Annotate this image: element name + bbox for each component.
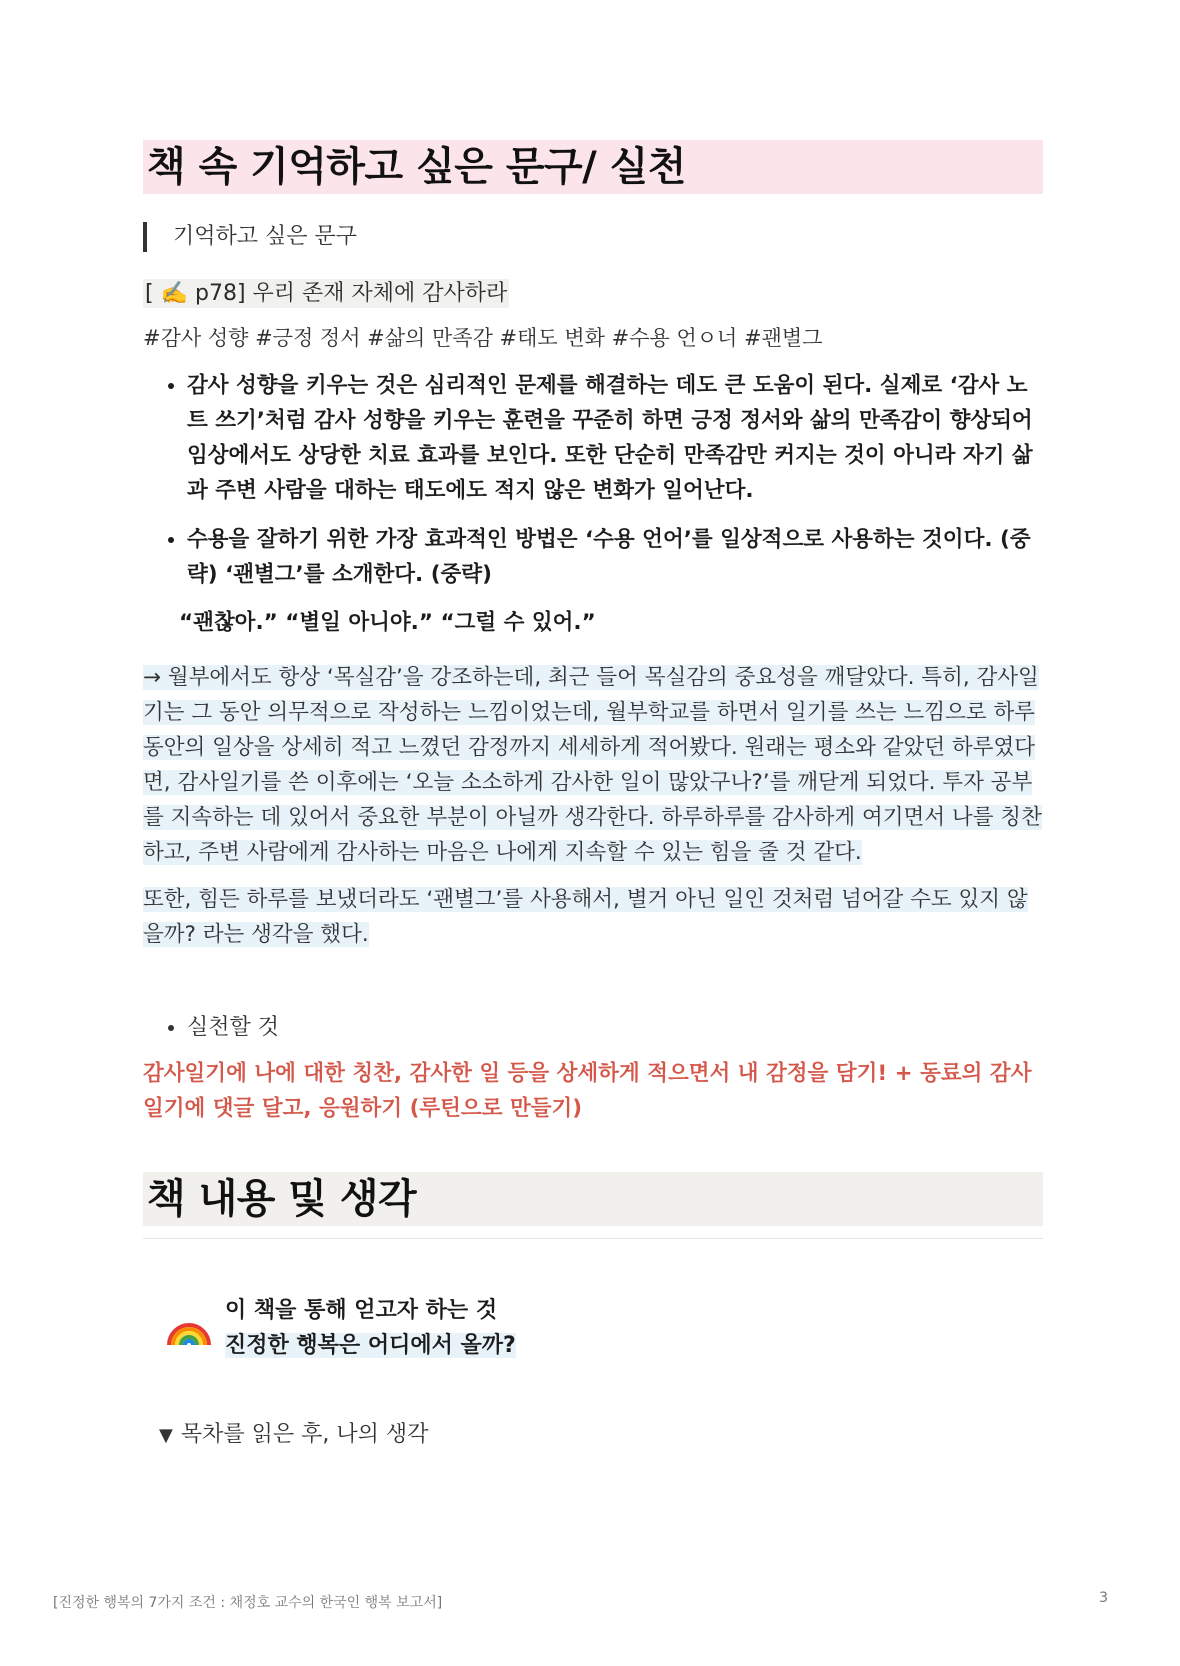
reflection-text-2: 또한, 힘든 하루를 보냈더라도 ‘괜별그’를 사용해서, 별거 아닌 일인 것처럼 넘어갈 수도 있지 않을까? 라는 생각을 했다. <box>143 887 1028 947</box>
callout-box <box>165 1293 1043 1363</box>
callout-line-1: 이 책을 통해 얻고자 하는 것 <box>225 1298 498 1323</box>
accept-phrases: “괜찮아.” “별일 아니야.” “그럴 수 있어.” <box>179 610 596 635</box>
quote-bullet-list <box>143 368 1043 592</box>
toggle-block[interactable] <box>159 1419 1043 1452</box>
section-title-quotes: 책 속 기억하고 싶은 문구/ 실천 <box>143 140 1043 194</box>
callout-text <box>225 1293 516 1363</box>
divider <box>143 1238 1043 1239</box>
reflection-text: → 월부에서도 항상 ‘목실감’을 강조하는데, 최근 들어 목실감의 중요성을 깨달았다. 특히, 감사일기는 그 동안 의무적으로 작성하는 느낌이었는데, 월부학교를 하면서 일기를 쓰는 느낌으로 하루 동안의 일상을 상세히 적고 느꼈던 감정까지 세세하게 적어봤다. 원래는 평소와 같았던 하루였다면, 감사일기를 쓴 이후에는 ‘오늘 소소하게 감사한 일이 많았구나?’를 깨닫게 되었다. 투자 공부를 지속하는 데 있어서 중요한 부분이 아닐까 생각한다. 하루하루를 감사하게 여기면서 나를 칭찬하고, 주변 사람에게 감사하는 마음은 나에게 지속할 수 있는 힘을 줄 것 같다. <box>143 665 1042 865</box>
bracket-open: [ <box>145 281 161 306</box>
reflection-note <box>143 660 1043 870</box>
toggle-label: 목차를 읽은 후, 나의 생각 <box>180 1422 429 1447</box>
practice-text: 감사일기에 나에 대한 칭찬, 감사한 일 등을 상세하게 적으면서 내 감정을 담기! + 동료의 감사일기에 댓글 달고, 응원하기 (루틴으로 만들기) <box>143 1061 1032 1121</box>
page-ref-text: p78] 우리 존재 자체에 감사하라 <box>194 281 508 306</box>
practice-label: • 실천할 것 <box>187 1012 1043 1044</box>
page-content <box>143 140 1043 1452</box>
footer-book-title: [진정한 행복의 7가지 조건 : 채정호 교수의 한국인 행복 보고서] <box>53 1595 443 1611</box>
footer-page-number: 3 <box>1099 1590 1108 1606</box>
blockquote: 기억하고 싶은 문구 <box>143 222 1043 252</box>
reflection-note-2 <box>143 882 1043 952</box>
rainbow-icon <box>165 1305 213 1353</box>
list-item: • 수용을 잘하기 위한 가장 효과적인 방법은 ‘수용 언어’를 일상적으로 사용하는 것이다. (중략) ‘괜별그’를 소개한다. (중략) <box>187 522 1043 592</box>
toggle-triangle-icon[interactable]: ▼ <box>159 1425 173 1446</box>
practice-list <box>143 1012 1043 1044</box>
tag-line: #감사 성향 #긍정 정서 #삶의 만족감 #태도 변화 #수용 언ㅇ너 #괜별그 <box>143 326 823 350</box>
callout-line-2: 진정한 행복은 어디에서 올까? <box>225 1333 516 1358</box>
page-reference <box>143 278 1043 310</box>
writing-hand-icon: ✍️ <box>160 281 188 306</box>
list-item: • 감사 성향을 키우는 것은 심리적인 문제를 해결하는 데도 큰 도움이 된다. 실제로 ‘감사 노트 쓰기’처럼 감사 성향을 키우는 훈련을 꾸준히 하면 긍정 정서와 삶의 만족감이 향상되어 임상에서도 상당한 치료 효과를 보인다. 또한 단순히 만족감만 커지는 것이 아니라 자기 삶과 주변 사람을 대하는 태도에도 적지 않은 변화가 일어난다. <box>187 368 1043 508</box>
section-title-content: 책 내용 및 생각 <box>143 1172 1043 1226</box>
